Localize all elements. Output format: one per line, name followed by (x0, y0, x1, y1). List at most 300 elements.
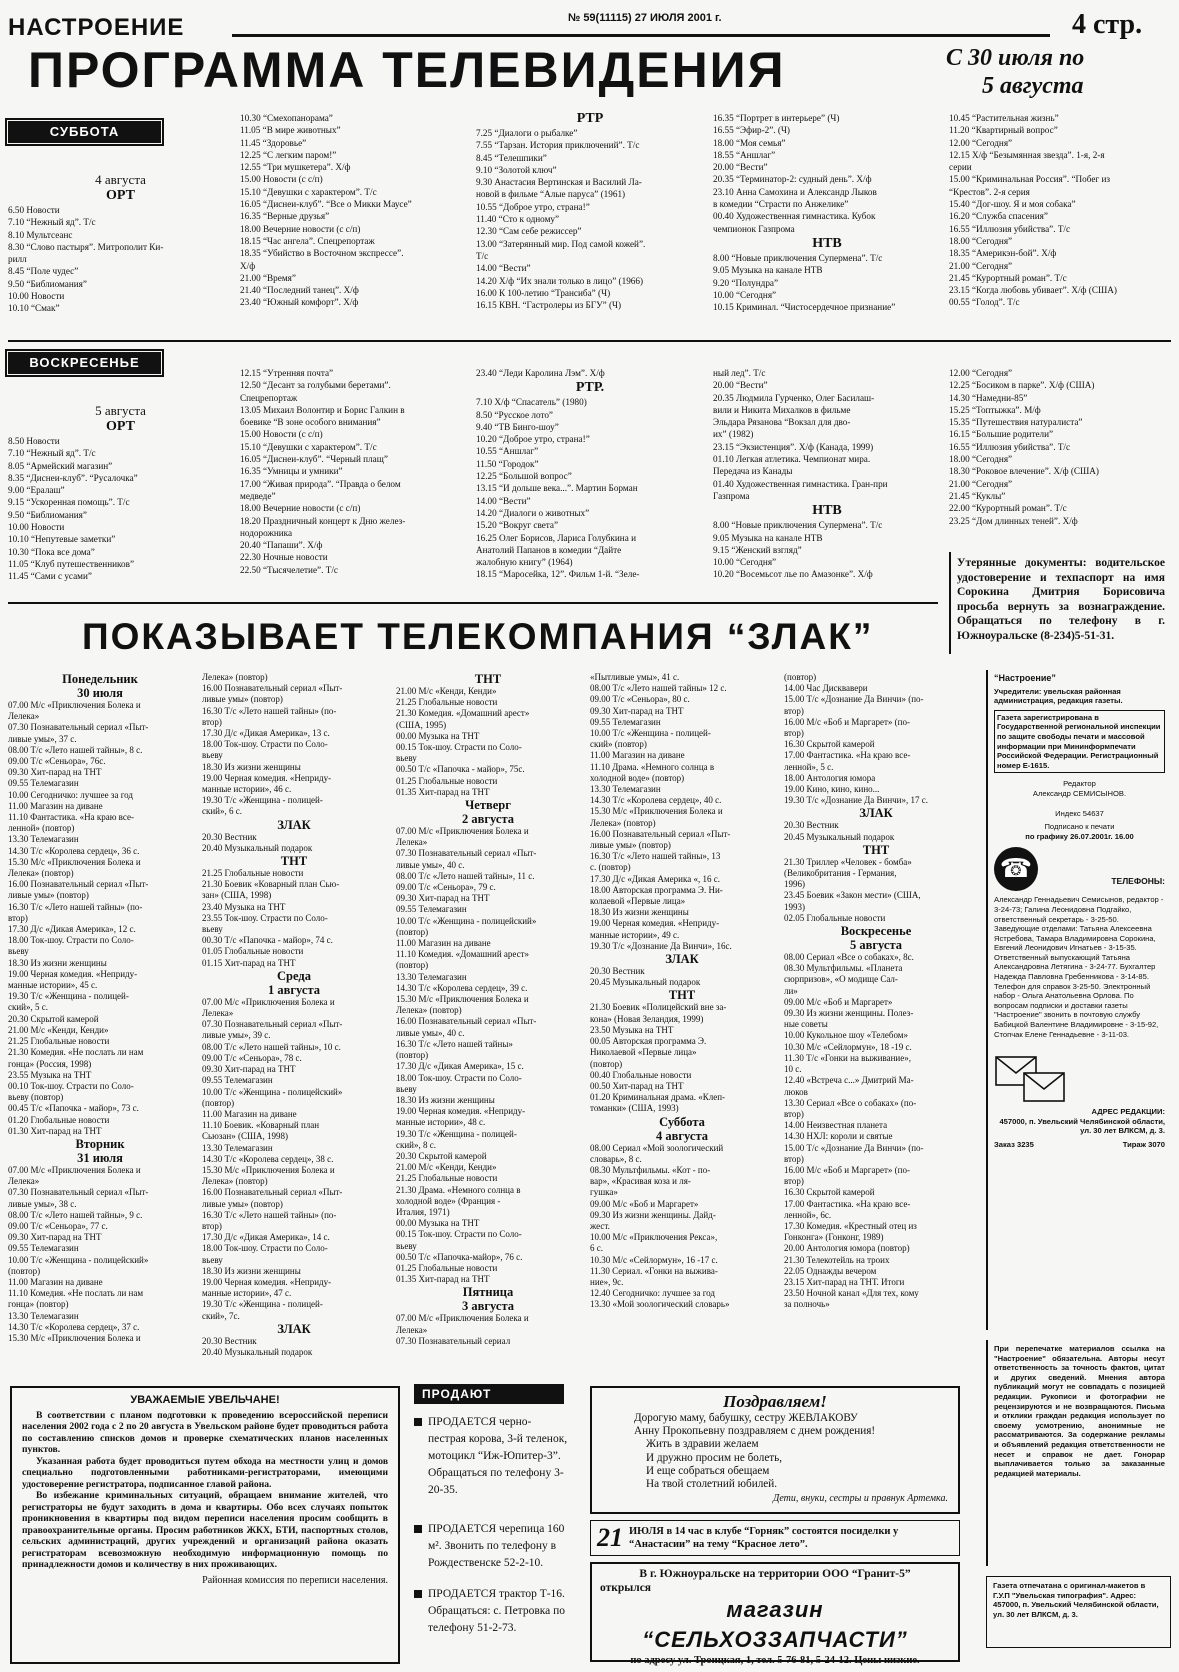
schedule-line: 16.35 “Умницы и умники” (240, 466, 343, 477)
schedule-line: 01.30 Хит-парад на ТНТ (8, 1125, 102, 1136)
schedule-line: вар», «Красивая коза и ля- (590, 1176, 691, 1187)
sunday-channel-ort: ОРТ (106, 419, 135, 434)
schedule-line: 9.20 “Полундра” (713, 277, 779, 288)
schedule-line: 23.15 Хит-парад на ТНТ. Итоги (784, 1276, 905, 1287)
schedule-line: 18.15 “Час ангела”. Спецрепортаж (240, 235, 375, 246)
schedule-line: 21.25 Глобальные новости (396, 1173, 498, 1184)
schedule-line: 14.00 Час Дисквавери (784, 683, 868, 694)
schedule-line: манные истории», 48 с. (396, 1117, 486, 1128)
schedule-line: 12.00 “Сегодня” (949, 368, 1013, 378)
schedule-line: ленной», 5 с. (784, 761, 834, 772)
schedule-line: втор) (784, 1176, 804, 1187)
schedule-line: 07.00 М/с «Приключения Болека и (202, 996, 335, 1007)
schedule-line: 13.30 Сериал «Все о собаках» (по- (784, 1097, 917, 1108)
schedule-line: 16.30 Т/с «Лето нашей тайны» (по- (202, 1209, 337, 1220)
zlak-col-5 (784, 672, 968, 1376)
schedule-line: 07.00 М/с «Приключения Болека и (396, 826, 529, 837)
schedule-line: ливые умы» (повтор) (8, 890, 89, 901)
schedule-line: втор) (784, 728, 804, 739)
schedule-line: Эльдара Рязанова “Вокзал для дво- (713, 417, 851, 428)
schedule-line: втор) (784, 1108, 804, 1119)
schedule-line: рилл (8, 254, 27, 265)
schedule-line: 01.15 Хит-парад на ТНТ (202, 957, 296, 968)
schedule-line: ский» (повтор) (590, 739, 647, 750)
schedule-line: 15.30 М/с «Приключения Болека и (590, 806, 723, 817)
schedule-line: Лелека» (396, 837, 428, 848)
schedule-heading: ТНТ (280, 854, 308, 869)
schedule-line: 23.45 Боевик «Закон мести» (США, (784, 890, 921, 901)
schedule-line: 09.30 Из жизни женщины. Дайд- (590, 1209, 716, 1220)
schedule-line: 09.00 М/с «Боб и Маргарет» (590, 1198, 699, 1209)
sunday-col-1 (8, 403, 233, 583)
schedule-line: 21.30 Комедия. «Домашний арест» (396, 708, 530, 719)
imprint-editor: Александр СЕМИСЫНОВ. (1032, 788, 1127, 798)
schedule-heading: ТНТ (474, 672, 502, 686)
schedule-line: 12.25 “С легким паром!” (240, 149, 337, 160)
schedule-line: 12.15 “Утренняя почта” (240, 368, 334, 378)
schedule-line: 14.00 “Вести” (476, 495, 531, 506)
schedule-line: 20.45 Музыкальный подарок (784, 831, 895, 842)
zlak-col-1 (8, 672, 192, 1376)
schedule-line: 10.30 М/с «Сейлормун», 18 -19 с. (784, 1041, 912, 1052)
schedule-line: 19.00 Черная комедия. «Неприду- (396, 1106, 526, 1117)
schedule-line: 11.45 “Сами с усами” (8, 571, 92, 582)
schedule-line: 18.35 “Убийство в Восточном экспрессе”. (240, 248, 404, 259)
schedule-line: манные истории», 49 с. (590, 929, 680, 940)
schedule-line: 9.15 “Женский взгляд” (713, 544, 802, 555)
schedule-line: ние», 9с. (590, 1276, 624, 1287)
schedule-line: 00.00 Музыка на ТНТ (396, 1218, 480, 1229)
dates-line-2: 5 августа (982, 73, 1084, 99)
schedule-line: 15.25 “Топтыжка”. М/ф (949, 404, 1041, 415)
schedule-line: Лелека» (8, 1176, 40, 1187)
schedule-line: Анатолий Папанов в комедии “Дайте (476, 544, 622, 555)
bullet-icon (414, 1525, 422, 1533)
schedule-line: 10.30 “Пока все дома” (8, 546, 95, 557)
schedule-line: 14.30 Т/с «Королева сердец», 38 с. (202, 1153, 334, 1164)
schedule-line: 16.35 “Верные друзья” (240, 211, 330, 222)
schedule-line: 19.30 Т/с «Женщина - полицей- (396, 1128, 517, 1139)
imprint-signed: Подписано к печати (1044, 822, 1115, 832)
schedule-line: 10 с. (784, 1064, 802, 1075)
schedule-line: 18.55 “Аншлаг” (713, 149, 776, 160)
schedule-line: 9.15 “Ускоренная помощь”. Т/с (8, 497, 130, 508)
day-tag-saturday: СУББОТА (8, 121, 161, 143)
schedule-line: Т/с (476, 250, 489, 261)
schedule-heading: Среда (277, 968, 311, 983)
schedule-line: 22.00 “Курортный роман”. Т/с (949, 503, 1067, 514)
schedule-line: 8.35 “Диснеи-клуб”. “Русалочка” (8, 472, 138, 483)
schedule-line: 12.30 “Сам себе режиссер” (476, 226, 582, 237)
census-title: УВАЖАЕМЫЕ УВЕЛЬЧАНЕ! (130, 1394, 280, 1406)
schedule-line: 01.25 Глобальные новости (396, 775, 498, 786)
schedule-line: сюрпризов», «О модище Сал- (784, 974, 898, 985)
schedule-line: 9.05 Музыка на канале НТВ (713, 265, 823, 276)
schedule-line: 9.30 Анастасия Вертинская и Василий Ла- (476, 177, 642, 188)
schedule-heading: 4 августа (655, 1128, 708, 1143)
schedule-line: 01.40 Художественная гимнастика. Гран-при (713, 478, 888, 489)
census-p2: Указанная работа будет проводиться путем обхода на местности улиц и домов специально подготовленными работниками-регистраторами, имеющими удостоверение регистратора, подписанное главой района. (22, 1455, 388, 1490)
schedule-line: 10.00 Кукольное шоу «Телебом» (784, 1030, 908, 1041)
schedule-line: вили и Никита Михалков в фильме (713, 404, 851, 415)
schedule-line: вьеву (396, 1083, 417, 1094)
schedule-line: 13.30 «Мой зоологический словарь» (590, 1299, 730, 1310)
schedule-line: вьеву (8, 946, 29, 957)
saturday-col-2 (240, 112, 468, 309)
schedule-line: 01.25 Глобальные новости (396, 1262, 498, 1273)
schedule-line: 10.00 Т/с «Женщина - полицей- (590, 728, 711, 739)
lost-documents-notice (949, 552, 1171, 654)
schedule-line: (повтор) (396, 926, 429, 937)
census-notice (10, 1386, 400, 1664)
schedule-line: 10.00 Новости (8, 522, 65, 533)
schedule-line: Дорогую маму, бабушку, сестру ЖЕВЛАКОВУ (634, 1412, 858, 1424)
schedule-line: словарь», 8 с. (590, 1153, 642, 1164)
schedule-line: 17.00 Фантастика. «На краю все- (784, 1198, 911, 1209)
schedule-line: ливые умы» (повтор) (202, 694, 283, 705)
schedule-line: ливые умы» (повтор) (202, 1198, 283, 1209)
schedule-line: (повтор) (396, 1050, 429, 1061)
schedule-line: 22.50 “Тысячелетие”. Т/с (240, 564, 338, 575)
imprint-phones: Александр Геннадьевич Семисынов, редактор - 3-24-73; Галина Леонидовна Подгайко, ответственный секретарь - 3-25-50. Заведующие отделами: Татьяна Алексеевна Ястребова, Тамара Владимировна Сорокина, Евгений Леонидович Игнатьев - 3-15-35. Ответственный выпускающий Татьяна Александровна Летягина - 3-24-77. Бухгалтер Надежда Павловна Гребенникова - 3-14-85. Телефон для справок 3-25-50. Электронный набор - Ольга Анатольевна Орлова. По вопросам подписки и доставки газеты "Настроение" звонить в почтовую службу Бабицкой Валентине Владимировне - 3-15-92, Стопчак Елене Геннадьевне - 3-11-03. (994, 895, 1164, 1039)
schedule-line: 07.00 М/с «Приключения Болека и (396, 1313, 529, 1324)
imprint-print-run: Тираж 3070 (1122, 1140, 1165, 1149)
schedule-line: ные советы (784, 1019, 828, 1030)
section-rule (8, 340, 1171, 342)
schedule-line: 20.00 Антология юмора (повтор) (784, 1243, 910, 1254)
schedule-line: И еще собраться обещаем (646, 1464, 770, 1477)
schedule-line: (повтор) (590, 1058, 623, 1069)
schedule-line: втор) (8, 912, 28, 923)
schedule-line: 9.40 “ТВ Бинго-шоу” (476, 421, 559, 432)
imprint-editor-label: Редактор (1063, 779, 1096, 789)
schedule-line: 14.00 “Вести” (476, 263, 531, 274)
zlak-heading: ПОКАЗЫВАЕТ ТЕЛЕКОМПАНИЯ “ЗЛАК” (82, 616, 874, 657)
schedule-line: 8.50 “Русское лото” (476, 409, 554, 420)
schedule-line: ливые умы», 38 с. (8, 1198, 77, 1209)
schedule-heading: Четверг (465, 798, 511, 813)
schedule-line: 09.00 Т/с «Сеньора», 80 с. (590, 694, 690, 705)
schedule-heading: Вторник (75, 1136, 125, 1151)
schedule-line: 09.30 Хит-парад на ТНТ (590, 705, 684, 716)
schedule-heading: ЗЛАК (277, 817, 311, 832)
schedule-line: 15.00 “Криминальная Россия”. “Побег из (949, 174, 1111, 185)
schedule-line: 9.50 “Библиомания” (8, 509, 87, 520)
schedule-line: гушка» (590, 1187, 618, 1198)
schedule-line: 6.50 Новости (8, 205, 60, 215)
schedule-line: 19.00 Черная комедия. «Неприду- (590, 918, 720, 929)
schedule-line: 18.30 Из жизни женщины (8, 957, 107, 968)
schedule-line: 11.20 “Квартирный вопрос” (949, 125, 1058, 136)
schedule-line: 21.30 Драма. «Немного солнца в (396, 1184, 521, 1195)
schedule-line: 15.35 “Путешествия натуралиста” (949, 417, 1083, 428)
schedule-line: 13.30 Телемагазин (396, 971, 467, 982)
schedule-line: 19.30 Т/с «Дознание Да Винчи», 16с. (590, 940, 732, 951)
schedule-line: 18.00 Ток-шоу. Страсти по Соло- (202, 1243, 328, 1254)
schedule-line: втор) (784, 1153, 804, 1164)
saturday-col-5 (949, 112, 1171, 309)
schedule-line: ливые умы», 39 с. (202, 1030, 271, 1041)
schedule-line: 12.40 Сегодничко: лучшее за год (590, 1288, 715, 1299)
schedule-line: 09.30 Хит-парад на ТНТ (202, 1064, 296, 1075)
schedule-heading: 30 июля (77, 686, 123, 700)
envelope-icon (994, 1055, 1074, 1105)
schedule-line: (повтор) (8, 1265, 41, 1276)
schedule-line: ский», 7с. (202, 1310, 240, 1321)
sale-tag: ПРОДАЮТ (414, 1384, 564, 1404)
schedule-line: 10.00 Сегодничко: лучшее за год (8, 789, 133, 800)
schedule-line: 7.10 Х/ф “Спасатель” (1980) (476, 397, 587, 408)
schedule-line: Жить в здравии желаем (646, 1438, 759, 1451)
schedule-line: 11.30 Сериал. «Гонки на выжива- (590, 1265, 718, 1276)
schedule-line: 23.15 “Экзистенция”. Х/ф (Канада, 1999) (713, 441, 874, 452)
schedule-line: 16.25 Олег Борисов, Лариса Голубкина и (476, 532, 636, 543)
schedule-line: 8.00 “Новые приключения Супермена”. Т/с (713, 520, 883, 531)
schedule-line: Лелека» (повтор) (396, 1005, 462, 1016)
schedule-heading: ЗЛАК (665, 952, 699, 967)
schedule-line: 9.05 Музыка на канале НТВ (713, 532, 823, 543)
schedule-line: 23.55 Музыка на ТНТ (8, 1069, 92, 1080)
schedule-line: Спецрепортаж (240, 392, 298, 403)
schedule-line: (повтор) (784, 672, 817, 682)
schedule-line: 12.15 Х/ф “Безымянная звезда”. 1-я, 2-я (949, 149, 1105, 160)
schedule-line: колаевой «Первые лица» (590, 896, 686, 907)
schedule-line: 10.00 “Сегодня” (713, 557, 777, 568)
bullet-icon (414, 1418, 422, 1426)
schedule-line: 17.00 “Живая природа”. “Правда о белом (240, 478, 401, 489)
schedule-line: 16.15 КВН. “Гастролеры из БГУ” (Ч) (476, 300, 622, 311)
sunday-channel-rtr: РТР. (575, 380, 605, 396)
schedule-line: 08.30 Мультфильмы. «Планета (784, 963, 903, 974)
schedule-line: 23.55 Ток-шоу. Страсти по Соло- (202, 912, 328, 923)
schedule-line: 09.55 Телемагазин (8, 778, 79, 789)
schedule-line: 18.00 Ток-шоу. Страсти по Соло- (8, 935, 134, 946)
schedule-line: 20.30 Вестник (784, 820, 839, 831)
bullet-icon (414, 1590, 422, 1598)
schedule-line: 16.00 Познавательный сериал «Пыт- (202, 683, 343, 694)
schedule-line: 11.00 Магазин на диване (396, 938, 491, 949)
schedule-line: Лелека» (повтор) (8, 868, 74, 879)
schedule-line: 11.10 Комедия. «Домашний арест» (396, 949, 530, 960)
schedule-line: 17.30 Д/с «Дикая Америка «, 16 с. (590, 873, 720, 884)
schedule-line: нодорожника (240, 527, 293, 538)
party-announcement (590, 1520, 960, 1556)
imprint-address: 457000, п. Увельский Челябинской области, ул. 30 лет ВЛКСМ, д. 3. (999, 1116, 1165, 1136)
schedule-line: 13.00 “Затерянный мир. Под самой кожей”. (476, 238, 646, 249)
schedule-line: 21.30 Триллер «Человек - бомба» (784, 856, 912, 867)
schedule-line: 08.00 Т/с «Лето нашей тайны», 10 с. (202, 1041, 341, 1052)
schedule-line: манные истории», 45 с. (8, 980, 98, 991)
schedule-line: 18.30 Из жизни женщины (590, 907, 689, 918)
page-number: 4 стр. (1072, 9, 1143, 40)
schedule-heading: Воскресенье (840, 924, 912, 939)
schedule-line: 15.30 М/с «Приключения Болека и (8, 856, 141, 867)
schedule-line: 16.20 “Служба спасения” (949, 211, 1048, 222)
schedule-line: 07.30 Познавательный сериал (396, 1335, 511, 1346)
schedule-line: 20.35 “Терминатор-2: судный день”. Х/ф (713, 174, 872, 185)
schedule-line: 18.15 “Маросейка, 12”. Фильм 1-й. “Зеле- (476, 569, 640, 580)
schedule-heading: Понедельник (62, 672, 138, 686)
schedule-line: 07.30 Познавательный сериал «Пыт- (202, 1019, 343, 1030)
schedule-line: 10.00 Т/с «Женщина - полицейский» (8, 1254, 149, 1265)
schedule-line: 00.15 Ток-шоу. Страсти по Соло- (396, 742, 522, 753)
schedule-line: 09.55 Телемагазин (396, 904, 467, 915)
schedule-line: 16.55 “Иллюзия убийства”. Т/с (949, 441, 1071, 452)
schedule-line: 17.00 Фантастика. «На краю все- (784, 750, 911, 761)
schedule-line: 16.00 К 100-летию “Трансиба” (Ч) (476, 287, 611, 298)
schedule-line: 21.40 “Последний танец”. Х/ф (240, 285, 359, 296)
schedule-line: 12.40 «Встреча с...» Дмитрий Ма- (784, 1075, 914, 1086)
schedule-line: 20.40 Музыкальный подарок (202, 842, 313, 853)
schedule-line: 00.30 Т/с «Папочка - майор», 74 с. (202, 935, 333, 946)
schedule-line: 20.00 “Вести” (713, 162, 768, 173)
schedule-line: зан» (США, 1998) (202, 890, 272, 901)
schedule-line: 19.30 Т/с «Женщина - полицей- (202, 1299, 323, 1310)
schedule-line: 11.00 Магазин на диване (590, 750, 685, 761)
schedule-line: 16.00 Познавательный сериал «Пыт- (396, 1016, 537, 1027)
schedule-line: 21.00 “Сегодня” (949, 260, 1013, 271)
schedule-line: 9.10 “Золотой ключ” (476, 164, 557, 175)
schedule-line: 11.10 Драма. «Немного солнца в (590, 761, 715, 772)
schedule-line: 14.20 Х/ф “Их знали только в лицо” (1966) (476, 275, 644, 286)
schedule-line: 21.30 Комедия. «Не послать ли нам (8, 1047, 144, 1058)
schedule-line: медведе” (240, 490, 276, 501)
schedule-line: 16.00 М/с «Боб и Маргарет» (по- (784, 716, 910, 727)
schedule-line: 20.30 Вестник (202, 831, 257, 842)
schedule-line: 16.05 “Диснеи-клуб”. “Черный плащ” (240, 454, 388, 465)
schedule-line: 08.00 Т/с «Лето нашей тайны», 8 с. (8, 744, 143, 755)
schedule-line: 11.30 Т/с «Гонки на выживание», (784, 1052, 911, 1063)
sunday-col-3 (476, 367, 704, 581)
schedule-line: 20.30 Вестник (202, 1335, 257, 1346)
schedule-line: Лелека» (202, 1008, 234, 1019)
schedule-line: 10.45 “Растительная жизнь” (949, 113, 1059, 123)
zlak-col-4 (590, 672, 774, 1376)
schedule-line: 11.10 Боевик. «Коварный план (202, 1120, 320, 1131)
saturday-channel-ort: ОРТ (106, 188, 135, 203)
schedule-line: 01.35 Хит-парад на ТНТ (396, 1274, 490, 1285)
schedule-line: 20.45 Музыкальный подарок (590, 977, 701, 988)
schedule-line: 17.30 Д/с «Дикая Америка», 13 с. (202, 728, 330, 739)
schedule-line: 07.00 М/с «Приключения Болека и (8, 700, 141, 710)
schedule-line: 12.25 “Босиком в парке”. Х/ф (США) (949, 380, 1095, 391)
schedule-line: 15.40 “Дог-шоу. Я и моя собака” (949, 199, 1076, 210)
schedule-line: 10.55 “Аншлаг” (476, 446, 539, 457)
schedule-heading: ТНТ (668, 988, 696, 1003)
schedule-line: 09.55 Телемагазин (202, 1075, 273, 1086)
sale-ad-2: ПРОДАЕТСЯ черепица 160 м². Звонить по телефону в Рождественске 52-2-10. (428, 1523, 565, 1569)
schedule-line: 21.25 Глобальные новости (396, 697, 498, 708)
party-date-number: 21 (597, 1523, 623, 1552)
schedule-line: 00.05 Авторская программа Э. (590, 1036, 707, 1047)
sale-ad-1: ПРОДАЕТСЯ черно-пестрая корова, 3-й теленок, мотоцикл “Иж-Юпитер-3”. Обращаться по телефону 3-20-35. (428, 1416, 568, 1496)
schedule-line: (США, 1995) (396, 719, 447, 730)
schedule-line: 10.00 Новости (8, 291, 65, 302)
schedule-heading: 31 июля (77, 1150, 123, 1165)
schedule-line: 00.10 Ток-шоу. Страсти по Соло- (8, 1080, 134, 1091)
schedule-line: 21.00 М/с «Кенди, Кенди» (396, 1162, 497, 1173)
schedule-line: 07.30 Познавательный сериал «Пыт- (8, 722, 149, 733)
schedule-line: ливые умы», 40 с. (396, 859, 465, 870)
schedule-line: 16.55 “Иллюзия убийства”. Т/с (949, 223, 1071, 234)
schedule-line: 20.30 Скрытой камерой (396, 1150, 487, 1161)
shop-line-3: по адресу ул. Троицкая, 1, тел. 5-76-81, 5-24-12. Цены низкие. (630, 1655, 920, 1667)
schedule-line: 07.30 Познавательный сериал «Пыт- (8, 1187, 149, 1198)
schedule-heading: 2 августа (461, 812, 514, 827)
schedule-line: 00.50 Хит-парад на ТНТ (590, 1080, 684, 1091)
schedule-line: 14.30 Т/с «Королева сердец», 39 с. (396, 982, 528, 993)
schedule-line: 09.00 Т/с «Сеньора», 77 с. (8, 1220, 108, 1231)
schedule-line: 16.00 Познавательный сериал «Пыт- (8, 879, 149, 890)
schedule-line: 1996) (784, 879, 805, 890)
schedule-line: 07.30 Познавательный сериал «Пыт- (396, 848, 537, 859)
masthead-rule (232, 34, 1050, 37)
census-p3: Во избежание криминальных ситуаций, обращаем внимание жителей, что регистраторы не будут заходить в дома и квартиры. Обо всех случаях попыток проникновения в квартиры под видом переписи населения просим сообщить в правоохранительные органы. Просим работников ЖКХ, БТИ, паспортных столов, сельских администраций, других учреждений и организаций района оказать регистраторам всевозможную необходимую информационную помощь по принадлежности домов и количеству в них проживающих. (22, 1490, 388, 1571)
schedule-line: Анну Прокопьевну поздравляем с днем рождения! (634, 1425, 876, 1438)
schedule-line: 09.30 Хит-парад на ТНТ (396, 893, 490, 904)
schedule-line: 11.00 Магазин на диване (8, 1276, 103, 1287)
schedule-line: 21.30 Боевик «Коварный план Сью- (202, 879, 340, 890)
schedule-line: Передача из Канады (713, 466, 793, 477)
schedule-line: томанки» (США, 1993) (590, 1103, 679, 1114)
schedule-line: 10.10 “Смак” (8, 303, 60, 314)
saturday-col-1 (8, 172, 233, 315)
greeting-title: Поздравляем! (723, 1392, 827, 1411)
schedule-line: 23.15 “Когда любовь убивает”. Х/ф (США) (949, 285, 1117, 296)
schedule-line: 14.30 Т/с «Королева сердец», 40 с. (590, 795, 722, 806)
lost-documents-text: Утерянные документы: водительское удостоверение и техпаспорт на имя Сорокина Дмитрия Борисовича просьба вернуть за вознаграждение. Обращаться по телефону в г. Южноуральске (8-234)5-51-31. (957, 557, 1165, 642)
schedule-line: 8.50 Новости (8, 436, 60, 446)
schedule-line: 13.30 Телемагазин (590, 784, 661, 795)
schedule-line: 21.00 М/с «Кенди, Кенди» (396, 686, 497, 696)
day-tag-sunday: ВОСКРЕСЕНЬЕ (8, 352, 161, 374)
schedule-line: их” (1982) (713, 429, 754, 440)
schedule-line: 08.00 Т/с «Лето нашей тайны», 9 с. (8, 1209, 143, 1220)
schedule-line: 15.20 “Вокруг света” (476, 520, 559, 531)
schedule-heading: Пятница (462, 1285, 514, 1300)
schedule-line: 10.10 “Непутевые заметки” (8, 534, 116, 545)
schedule-line: 6 с. (590, 1243, 603, 1254)
schedule-line: 16.05 “Диснеи-клуб”. “Все о Микки Маусе” (240, 199, 412, 210)
schedule-line: 15.10 “Девушки с характером”. Т/с (240, 441, 377, 452)
page-title: ПРОГРАММА ТЕЛЕВИДЕНИЯ (28, 42, 786, 98)
schedule-line: холодной воде» (Франция - (396, 1195, 501, 1206)
schedule-line: 18.35 “Америкэн-бой”. Х/ф (949, 248, 1057, 259)
schedule-line: 08.30 Мультфильмы. «Кот - по- (590, 1164, 711, 1175)
sunday-col-2 (240, 367, 468, 576)
schedule-line: 22.05 Однажды вечером (784, 1265, 877, 1276)
schedule-line: 23.50 Музыка на ТНТ (590, 1024, 674, 1035)
schedule-line: ленной», 6с. (784, 1209, 832, 1220)
schedule-line: гонца» (повтор) (8, 1299, 69, 1310)
sale-ad-3: ПРОДАЕТСЯ трактор Т-16. Обращаться: с. Петровка по телефону 51-2-73. (428, 1588, 566, 1634)
schedule-line: 20.40 Музыкальный подарок (202, 1346, 313, 1357)
schedule-line: 11.10 Комедия. «Не послать ли нам (8, 1288, 144, 1299)
schedule-line: 15.00 Т/с «Дознание Да Винчи» (по- (784, 694, 924, 705)
schedule-line: 17.30 Д/с «Дикая Америка», 12 с. (8, 924, 136, 935)
schedule-line: вьеву (повтор) (8, 1092, 64, 1103)
schedule-line: 16.00 М/с «Боб и Маргарет» (по- (784, 1164, 910, 1175)
schedule-line: 19.30 Т/с «Женщина - полицей- (8, 991, 129, 1002)
schedule-line: 18.00 “Моя семья” (713, 137, 786, 148)
printing-info (986, 1576, 1171, 1648)
schedule-line: 00.50 Т/с «Папочка - майор», 75с. (396, 764, 525, 775)
schedule-line: 11.05 “В мире животных” (240, 125, 341, 136)
schedule-line: ли» (784, 985, 798, 996)
schedule-line: 21.45 “Куклы” (949, 490, 1006, 501)
schedule-line: 16.00 Познавательный сериал «Пыт- (590, 828, 731, 839)
schedule-line: 10.00 “Сегодня” (713, 289, 777, 300)
